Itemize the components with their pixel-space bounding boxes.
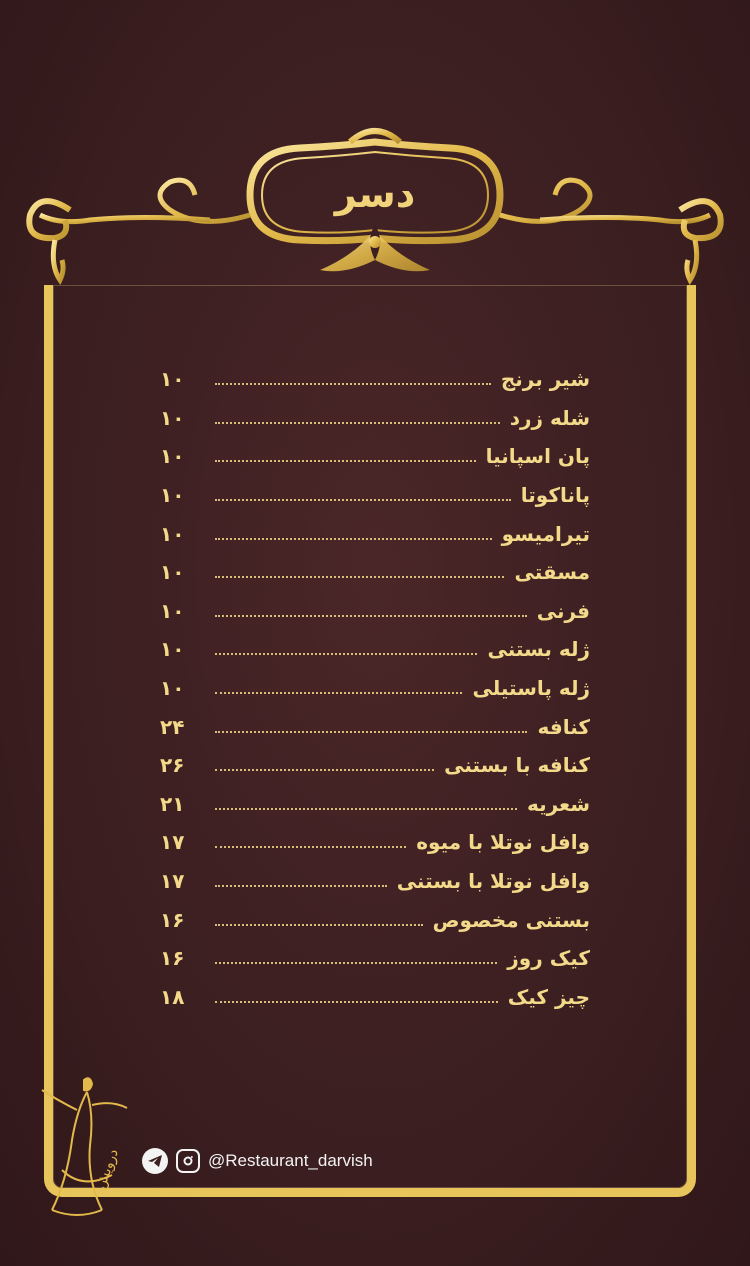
menu-item-price: ۲۴ — [160, 714, 185, 739]
leader-dots — [215, 692, 462, 694]
menu-item — [160, 823, 590, 862]
menu-item-price: ۱۶ — [160, 946, 185, 971]
menu-item — [160, 707, 590, 746]
menu-item-name: بستنی مخصوص — [432, 907, 590, 932]
menu-item — [160, 476, 590, 515]
menu-item-name: شعریه — [526, 791, 590, 816]
dervish-logo — [32, 1070, 132, 1220]
menu-item-name: فرنی — [536, 598, 590, 623]
menu-item-price: ۱۰ — [160, 676, 185, 701]
social-footer — [142, 1148, 373, 1174]
leader-dots — [215, 885, 387, 887]
menu-list — [160, 360, 590, 1016]
menu-item-price: ۱۰ — [160, 560, 185, 585]
menu-item-price: ۱۰ — [160, 598, 185, 623]
menu-item-name: شیر برنج — [500, 367, 590, 392]
menu-item-price: ۱۰ — [160, 637, 185, 662]
menu-item-name: مسقتی — [514, 560, 590, 585]
menu-item-name: شله زرد — [509, 405, 590, 430]
menu-item-price: ۲۱ — [160, 791, 185, 816]
menu-item — [160, 592, 590, 631]
menu-item — [160, 514, 590, 553]
menu-item-price: ۱۷ — [160, 869, 185, 894]
leader-dots — [215, 653, 477, 655]
menu-item — [160, 399, 590, 438]
menu-item — [160, 862, 590, 901]
menu-item-price: ۱۶ — [160, 907, 185, 932]
menu-item — [160, 746, 590, 785]
menu-item — [160, 360, 590, 399]
leader-dots — [215, 615, 527, 617]
menu-item-price: ۱۰ — [160, 483, 185, 508]
menu-item — [160, 900, 590, 939]
menu-item-name: وافل نوتلا با بستنی — [396, 869, 590, 894]
menu-item-name: ژله بستنی — [487, 637, 590, 662]
menu-item-name: کنافه با بستنی — [444, 753, 590, 778]
leader-dots — [215, 769, 434, 771]
leader-dots — [215, 576, 504, 578]
menu-item-name: کنافه — [537, 714, 590, 739]
menu-item — [160, 939, 590, 978]
menu-item-price: ۲۶ — [160, 753, 185, 778]
leader-dots — [215, 538, 492, 540]
menu-item — [160, 630, 590, 669]
menu-item — [160, 785, 590, 824]
menu-item — [160, 553, 590, 592]
menu-item-price: ۱۰ — [160, 521, 185, 546]
menu-item — [160, 437, 590, 476]
menu-item-name: پاناکوتا — [520, 483, 590, 508]
instagram-handle[interactable]: @Restaurant_darvish — [208, 1151, 373, 1170]
leader-dots — [215, 808, 517, 810]
menu-item-price: ۱۰ — [160, 405, 185, 430]
leader-dots — [215, 1001, 498, 1003]
leader-dots — [215, 924, 423, 926]
menu-item — [160, 978, 590, 1017]
svg-text:درویش: درویش — [92, 1146, 122, 1192]
menu-item-name: تیرامیسو — [501, 521, 590, 546]
leader-dots — [215, 499, 511, 501]
menu-item-price: ۱۰ — [160, 444, 185, 469]
leader-dots — [215, 383, 491, 385]
menu-item-name: پان اسپانیا — [485, 444, 590, 469]
menu-item-price: ۱۰ — [160, 367, 185, 392]
menu-item-name: ژله پاستیلی — [472, 676, 590, 701]
menu-item — [160, 669, 590, 708]
menu-item-name: کیک روز — [507, 946, 590, 971]
leader-dots — [215, 962, 497, 964]
menu-item-price: ۱۸ — [160, 984, 185, 1009]
menu-title: دسر — [334, 172, 416, 216]
menu-item-name: چیز کیک — [507, 984, 590, 1009]
leader-dots — [215, 422, 500, 424]
telegram-icon[interactable] — [142, 1148, 168, 1174]
leader-dots — [215, 846, 406, 848]
menu-item-price: ۱۷ — [160, 830, 185, 855]
instagram-icon[interactable] — [176, 1149, 200, 1173]
leader-dots — [215, 731, 527, 733]
leader-dots — [215, 460, 476, 462]
menu-item-name: وافل نوتلا با میوه — [416, 830, 590, 855]
